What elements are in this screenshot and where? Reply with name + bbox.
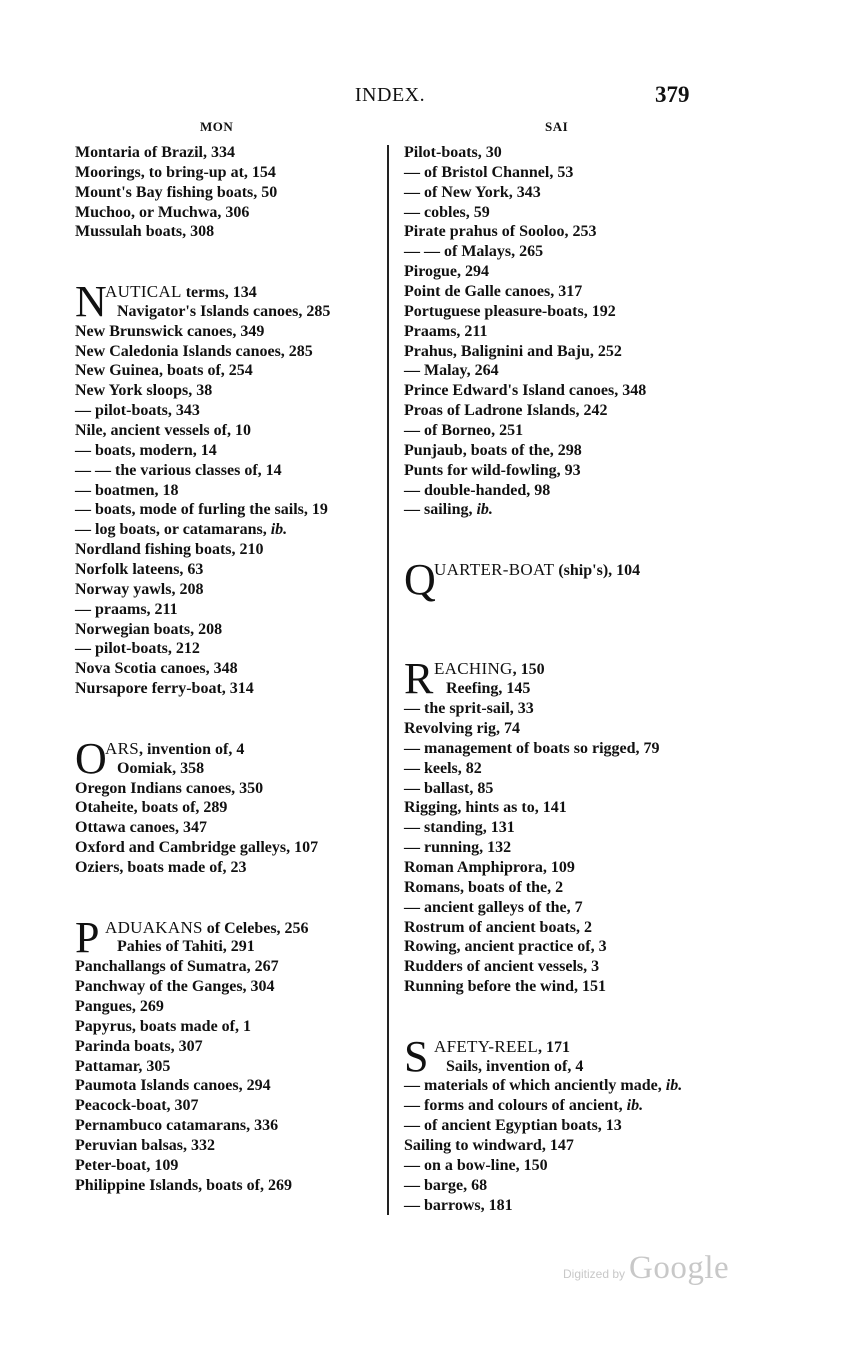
heading-first-line	[105, 282, 257, 303]
column-divider	[387, 145, 389, 1215]
index-entry: Proas of Ladrone Islands, 242	[404, 402, 608, 420]
index-entry: Norfolk lateens, 63	[75, 561, 204, 579]
index-entry: — sailing, ib.	[404, 501, 493, 519]
heading-first-line	[434, 1037, 570, 1058]
index-entry: — Malay, 264	[404, 362, 499, 380]
drop-cap: N	[75, 277, 107, 327]
index-entry: Nursapore ferry-boat, 314	[75, 680, 254, 698]
index-entry: Sailing to windward, 147	[404, 1136, 574, 1154]
index-entry: New York sloops, 38	[75, 382, 213, 400]
blank-line	[75, 242, 387, 262]
heading-first-line	[434, 659, 545, 680]
index-entry: — cobles, 59	[404, 203, 490, 221]
watermark-brand: Google	[629, 1250, 730, 1286]
index-entry: — keels, 82	[404, 759, 482, 777]
index-entry: Portuguese pleasure-boats, 192	[404, 302, 616, 320]
blank-line	[404, 997, 710, 1017]
heading-second-line: Oomiak, 358	[117, 759, 205, 777]
heading-caps: UARTER-BOAT	[434, 560, 555, 580]
drop-cap: Q	[404, 555, 436, 605]
index-entry: — praams, 211	[75, 600, 178, 618]
index-entry: — on a bow-line, 150	[404, 1156, 548, 1174]
index-entry: — double-handed, 98	[404, 481, 551, 499]
heading-rest: , invention of, 4	[138, 740, 245, 758]
catchword-right: SAI	[545, 119, 569, 134]
heading-rest: terms, 134	[181, 284, 257, 302]
heading-first-line	[105, 739, 244, 760]
drop-cap: S	[404, 1031, 429, 1081]
index-entry: Muchoo, or Muchwa, 306	[75, 203, 250, 221]
index-entry: — pilot-boats, 212	[75, 640, 200, 658]
google-watermark	[563, 1250, 729, 1287]
index-entry: — ancient galleys of the, 7	[404, 898, 583, 916]
drop-cap: R	[404, 654, 434, 704]
index-entry: Peacock-boat, 307	[75, 1097, 199, 1115]
index-entry: Ottawa canoes, 347	[75, 819, 207, 837]
index-entry: — — of Malays, 265	[404, 243, 544, 261]
index-entry: Romans, boats of the, 2	[404, 878, 564, 896]
index-entry: — barrows, 181	[404, 1196, 513, 1214]
index-entry: Nile, ancient vessels of, 10	[75, 422, 251, 440]
section-heading	[75, 912, 387, 962]
section-heading	[404, 654, 710, 704]
heading-second-line: Navigator's Islands canoes, 285	[117, 302, 331, 320]
index-entry: — pilot-boats, 343	[75, 402, 200, 420]
index-entry: Rowing, ancient practice of, 3	[404, 938, 607, 956]
index-entry: — management of boats so rigged, 79	[404, 739, 660, 757]
index-entry: Prahus, Balignini and Baju, 252	[404, 342, 622, 360]
index-entry: Rudders of ancient vessels, 3	[404, 958, 600, 976]
index-entry: Roman Amphiprora, 109	[404, 858, 575, 876]
index-entry: Otaheite, boats of, 289	[75, 799, 228, 817]
index-entry: — ballast, 85	[404, 779, 494, 797]
index-entry: — barge, 68	[404, 1176, 488, 1194]
blank-line	[75, 898, 387, 918]
index-entry: Panchallangs of Sumatra, 267	[75, 958, 279, 976]
blank-line	[404, 520, 710, 540]
index-entry: Oregon Indians canoes, 350	[75, 779, 264, 797]
index-entry: Revolving rig, 74	[404, 719, 520, 737]
index-entry: Punjaub, boats of the, 298	[404, 441, 582, 459]
blank-line	[75, 262, 387, 282]
index-entry: Pilot-boats, 30	[404, 144, 502, 161]
section-heading	[404, 1031, 710, 1081]
index-entry: Oziers, boats made of, 23	[75, 858, 247, 876]
blank-line	[404, 600, 710, 620]
index-entry: Nordland fishing boats, 210	[75, 541, 264, 559]
index-entry: New Caledonia Islands canoes, 285	[75, 342, 313, 360]
blank-line	[75, 719, 387, 739]
watermark-prefix: Digitized by	[563, 1267, 626, 1281]
index-entry: Philippine Islands, boats of, 269	[75, 1176, 292, 1194]
heading-caps: AFETY-REEL	[434, 1036, 539, 1056]
index-entry: Oxford and Cambridge galleys, 107	[75, 839, 319, 857]
blank-line	[404, 639, 710, 659]
index-column-left	[75, 143, 387, 1196]
index-entry: — standing, 131	[404, 819, 515, 837]
page-header-title: INDEX.	[354, 84, 426, 106]
index-entry: Paumota Islands canoes, 294	[75, 1077, 271, 1095]
index-entry: — log boats, or catamarans, ib.	[75, 521, 288, 539]
index-entry: Rigging, hints as to, 141	[404, 799, 567, 817]
index-entry: Parinda boats, 307	[75, 1037, 203, 1055]
heading-rest: , 150	[512, 661, 545, 679]
catchword-left: MON	[200, 119, 234, 134]
index-entry: Rostrum of ancient boats, 2	[404, 918, 592, 936]
index-entry: Norway yawls, 208	[75, 580, 204, 598]
heading-second-line: Reefing, 145	[446, 680, 531, 698]
index-entry: — running, 132	[404, 839, 512, 857]
index-entry: Panchway of the Ganges, 304	[75, 978, 275, 996]
index-entry: Prince Edward's Island canoes, 348	[404, 382, 647, 400]
heading-second-line: Sails, invention of, 4	[446, 1057, 584, 1075]
blank-line	[404, 540, 710, 560]
drop-cap: P	[75, 912, 100, 962]
index-entry: — of Borneo, 251	[404, 422, 524, 440]
index-entry: Papyrus, boats made of, 1	[75, 1017, 252, 1035]
index-entry: — of Bristol Channel, 53	[404, 163, 574, 181]
drop-cap: O	[75, 733, 107, 783]
heading-rest: , 171	[538, 1038, 571, 1056]
index-entry: — of New York, 343	[404, 183, 541, 201]
index-entry: Pattamar, 305	[75, 1057, 171, 1075]
index-entry: — forms and colours of ancient, ib.	[404, 1097, 644, 1115]
index-entry: Peruvian balsas, 332	[75, 1136, 216, 1154]
section-heading	[404, 555, 710, 605]
section-heading	[75, 277, 387, 327]
index-entry: Running before the wind, 151	[404, 978, 606, 996]
index-entry: New Guinea, boats of, 254	[75, 362, 253, 380]
index-entry: Norwegian boats, 208	[75, 620, 223, 638]
index-entry: Pangues, 269	[75, 997, 164, 1015]
index-entry: Praams, 211	[404, 322, 488, 340]
page-number: 379	[655, 82, 690, 107]
index-entry: Pernambuco catamarans, 336	[75, 1117, 279, 1135]
heading-second-line: Pahies of Tahiti, 291	[117, 938, 255, 956]
heading-caps: EACHING	[434, 659, 513, 679]
index-entry: Pirate prahus of Sooloo, 253	[404, 223, 597, 241]
index-entry: Moorings, to bring-up at, 154	[75, 163, 276, 181]
index-entry: — boatmen, 18	[75, 481, 179, 499]
heading-rest: (ship's), 104	[554, 562, 641, 580]
heading-caps: ADUAKANS	[105, 917, 203, 937]
blank-line	[75, 699, 387, 719]
index-entry: — of ancient Egyptian boats, 13	[404, 1117, 622, 1135]
index-entry: Pirogue, 294	[404, 263, 490, 281]
heading-caps: ARS	[105, 738, 139, 758]
heading-caps: AUTICAL	[105, 282, 182, 302]
index-entry: — boats, mode of furling the sails, 19	[75, 501, 328, 519]
index-entry: Nova Scotia canoes, 348	[75, 660, 238, 678]
heading-first-line	[434, 560, 640, 581]
index-entry: — materials of which anciently made, ib.	[404, 1077, 683, 1095]
index-entry: Mount's Bay fishing boats, 50	[75, 183, 278, 201]
heading-rest: of Celebes, 256	[202, 919, 309, 937]
index-entry: Punts for wild-fowling, 93	[404, 461, 581, 479]
section-heading	[75, 733, 387, 783]
index-entry: — the sprit-sail, 33	[404, 700, 534, 718]
index-entry: — boats, modern, 14	[75, 441, 217, 459]
index-entry: Point de Galle canoes, 317	[404, 283, 583, 301]
blank-line	[404, 620, 710, 640]
index-entry: New Brunswick canoes, 349	[75, 322, 265, 340]
index-entry: Peter-boat, 109	[75, 1156, 179, 1174]
heading-first-line	[105, 918, 309, 939]
index-entry: Mussulah boats, 308	[75, 223, 215, 241]
index-column-right	[404, 143, 710, 1215]
index-entry: Montaria of Brazil, 334	[75, 144, 235, 161]
blank-line	[404, 1017, 710, 1037]
index-entry: — — the various classes of, 14	[75, 461, 282, 479]
blank-line	[75, 878, 387, 898]
